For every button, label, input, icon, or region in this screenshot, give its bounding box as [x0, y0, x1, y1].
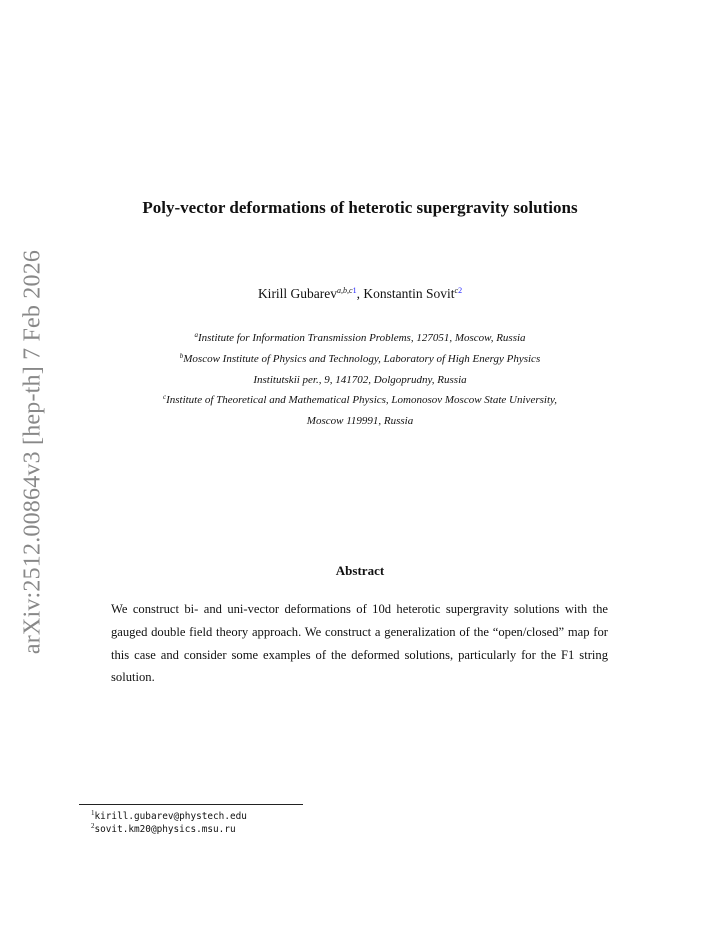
footnote-email[interactable]: sovit.km20@physics.msu.ru: [94, 824, 236, 835]
footnote-email[interactable]: kirill.gubarev@phystech.edu: [94, 811, 247, 822]
author-name: Konstantin Sovit: [363, 286, 455, 301]
affiliation-mark: b: [179, 351, 184, 360]
footnote: [91, 810, 247, 823]
author-list: [0, 286, 720, 302]
abstract-heading: Abstract: [335, 563, 385, 578]
affiliation-line: $^a$Institute for Information Transmission Problems, 127051, Moscow, Russia: [194, 331, 526, 344]
footnote-mark: 2: [91, 822, 95, 830]
abstract-text: We construct bi- and uni-vector deformations of 10d heterotic supergravity solutions with the gauged double field theory approach. We construct a generalization of the “open/closed” map for this case and consider some examples of the deformed solutions, particularly for the F1 string solution.: [111, 602, 608, 685]
paper-title: Poly-vector deformations of heterotic supergravity solutions: [142, 198, 578, 217]
footnote-list: [91, 810, 247, 836]
footnote-divider: [79, 804, 303, 805]
affiliation-line: Institutskii per., 9, 141702, Dolgoprudny, Russia: [253, 373, 467, 386]
footnote: [91, 823, 247, 836]
author-affiliation-marks: c2: [454, 286, 463, 295]
affiliation-list: [0, 328, 720, 432]
author-affiliation-marks: a,b,c1: [337, 286, 357, 295]
affiliation-line: Moscow 119991, Russia: [306, 415, 414, 428]
affiliation-mark: c: [162, 393, 167, 402]
footnote-link[interactable]: 2: [458, 286, 463, 295]
footnote-link[interactable]: 1: [352, 286, 357, 295]
arxiv-identifier-stamp: arXiv:2512.00864v3 [hep-th] 7 Feb 2026: [19, 249, 46, 655]
affiliation-line: $^c$Institute of Theoretical and Mathematical Physics, Lomonosov Moscow State University,: [162, 393, 558, 407]
author-name: Kirill Gubarev: [257, 286, 338, 301]
author-separator: ,: [356, 286, 364, 301]
affiliation-line: $^b$Moscow Institute of Physics and Technology, Laboratory of High Energy Physics: [179, 351, 541, 365]
affiliation-mark: a: [194, 331, 198, 339]
footnote-mark: 1: [91, 809, 95, 817]
